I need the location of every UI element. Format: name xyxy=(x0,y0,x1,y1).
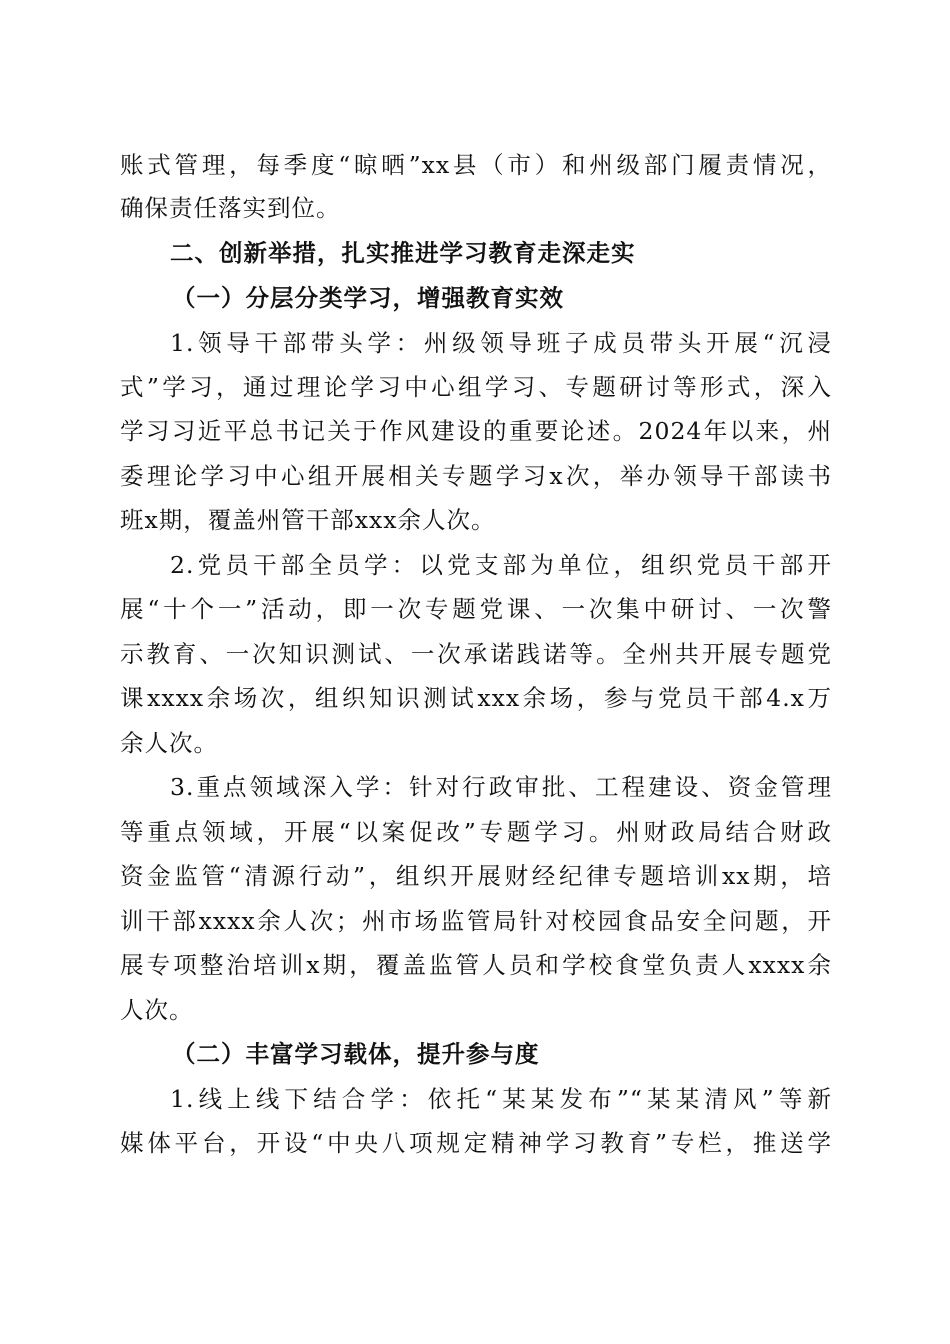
paragraph-line: 确保责任落实到位。 xyxy=(120,194,341,222)
section-heading: 二、创新举措，扎实推进学习教育走深走实 xyxy=(170,239,636,267)
paragraph-line: 训干部xxxx余人次；州市场监管局针对校园食品安全问题，开 xyxy=(120,907,832,935)
paragraph-line: 资金监管“清源行动”，组织开展财经纪律专题培训xx期，培 xyxy=(120,862,832,890)
paragraph-line: 账式管理，每季度“晾晒”xx县（市）和州级部门履责情况， xyxy=(120,151,832,179)
paragraph-line: 3.重点领域深入学：针对行政审批、工程建设、资金管理 xyxy=(170,773,832,801)
paragraph-line: 1.线上线下结合学：依托“某某发布”“某某清风”等新 xyxy=(170,1085,832,1113)
paragraph-line: 展“十个一”活动，即一次专题党课、一次集中研讨、一次警 xyxy=(120,595,832,623)
paragraph-line: 式”学习，通过理论学习中心组学习、专题研讨等形式，深入 xyxy=(120,373,832,401)
subsection-heading: （二）丰富学习载体，提升参与度 xyxy=(172,1040,540,1068)
paragraph-line: 课xxxx余场次，组织知识测试xxx余场，参与党员干部4.x万 xyxy=(120,684,832,712)
subsection-heading: （一）分层分类学习，增强教育实效 xyxy=(172,284,564,312)
paragraph-line: 示教育、一次知识测试、一次承诺践诺等。全州共开展专题党 xyxy=(120,640,832,668)
paragraph-line: 等重点领域，开展“以案促改”专题学习。州财政局结合财政 xyxy=(120,818,832,846)
paragraph-line: 2.党员干部全员学：以党支部为单位，组织党员干部开 xyxy=(170,551,832,579)
paragraph-line: 1.领导干部带头学：州级领导班子成员带头开展“沉浸 xyxy=(170,329,832,357)
paragraph-line: 委理论学习中心组开展相关专题学习x次，举办领导干部读书 xyxy=(120,462,832,490)
paragraph-line: 学习习近平总书记关于作风建设的重要论述。2024年以来，州 xyxy=(120,417,832,445)
paragraph-line: 媒体平台，开设“中央八项规定精神学习教育”专栏，推送学 xyxy=(120,1129,832,1157)
paragraph-line: 余人次。 xyxy=(120,729,218,757)
paragraph-line: 人次。 xyxy=(120,996,194,1024)
paragraph-line: 展专项整治培训x期，覆盖监管人员和学校食堂负责人xxxx余 xyxy=(120,951,832,979)
paragraph-line: 班x期，覆盖州管干部xxx余人次。 xyxy=(120,506,496,534)
